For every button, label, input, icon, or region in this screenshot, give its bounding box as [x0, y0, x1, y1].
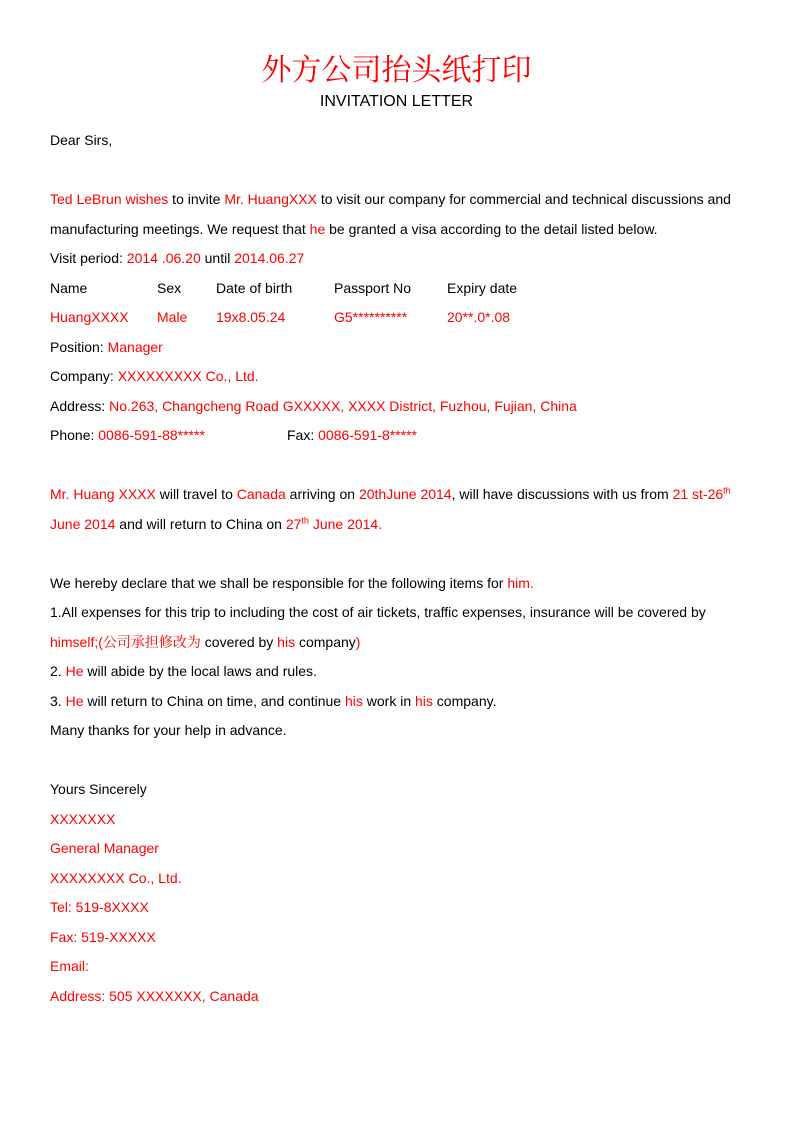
- text-run: Yours Sincerely: [50, 781, 147, 797]
- page-title: 外方公司抬头纸打印: [261, 53, 532, 88]
- text-run: Email:: [50, 958, 89, 974]
- column-cell: [216, 274, 334, 304]
- text-run: 20**.0*.08: [447, 309, 511, 325]
- expenses-line-1: [50, 598, 743, 628]
- text-run: company.: [432, 692, 497, 709]
- visit-period-line: [50, 244, 743, 274]
- text-run: Male: [157, 309, 188, 325]
- page-subtitle: INVITATION LETTER: [319, 93, 474, 110]
- text-run: will return to China on time, and continue: [83, 692, 345, 709]
- company-line: [50, 362, 743, 392]
- text-run: 0086-591-88*****: [98, 427, 205, 443]
- column-cell: [50, 303, 157, 333]
- phone-fax-line: [50, 421, 743, 451]
- blank-line: [50, 746, 743, 776]
- text-run: 3.: [50, 692, 66, 709]
- text-run: 2014 .06.20: [126, 250, 201, 266]
- travel-line-1: [50, 480, 743, 510]
- table-header-row: [50, 274, 743, 304]
- text-run: to visit our company for commercial and technical discussions and: [316, 191, 731, 207]
- declaration-line: [50, 569, 743, 599]
- salutation-line: [50, 126, 743, 156]
- blank-line: [50, 156, 743, 186]
- text-run: Mr. Huang XXXX: [50, 486, 156, 502]
- signature-company-line: [50, 864, 743, 894]
- text-run: Passport No: [334, 279, 412, 296]
- text-run: himself;(公司承担修改为: [50, 633, 201, 650]
- text-run: his: [415, 692, 433, 709]
- text-run: manufacturing meetings. We request that: [50, 220, 310, 237]
- text-run: No.263, Changcheng Road GXXXXX, XXXX District, Fuzhou, Fujian, China: [109, 397, 577, 414]
- rule-2-line: [50, 657, 743, 687]
- text-run: arriving on: [285, 486, 359, 502]
- text-run: 21 st-26: [672, 486, 724, 502]
- text-run: until: [200, 250, 235, 266]
- text-run: Sex: [157, 279, 182, 296]
- column-cell: [157, 303, 216, 333]
- rule-3-line: [50, 687, 743, 717]
- text-run: Many thanks for your help in advance.: [50, 722, 287, 738]
- text-run: Company:: [50, 368, 118, 384]
- column-cell: [50, 421, 287, 451]
- signature-name-line: [50, 805, 743, 835]
- text-run: , will have discussions with us from: [451, 486, 673, 502]
- column-cell: [334, 274, 447, 304]
- text-run: be granted a visa according to the detail listed below.: [325, 220, 658, 237]
- signature-title-line: [50, 834, 743, 864]
- fax-line: [50, 923, 743, 953]
- superscript-text: th: [301, 514, 309, 525]
- text-run: Name: [50, 279, 88, 296]
- text-run: his: [277, 633, 296, 650]
- closing-line: [50, 775, 743, 805]
- text-run: XXXXXXX: [50, 810, 116, 827]
- text-run: Manager: [107, 338, 163, 355]
- text-run: Canada: [236, 486, 286, 502]
- column-cell: [287, 421, 417, 451]
- text-run: June 2014: [50, 515, 116, 532]
- text-run: G5**********: [334, 309, 408, 325]
- text-run: company: [295, 633, 356, 650]
- blank-line: [50, 451, 743, 481]
- tel-line: [50, 893, 743, 923]
- blank-line: [50, 539, 743, 569]
- text-run: Fax: 519-XXXXX: [50, 928, 156, 945]
- text-run: XXXXXXXXX Co., Ltd.: [117, 368, 259, 384]
- text-run: 2.: [50, 663, 66, 679]
- text-run: Fax:: [287, 427, 319, 443]
- text-run: 27: [285, 515, 302, 532]
- text-run: June 2014.: [308, 515, 383, 532]
- text-run: ): [355, 633, 361, 650]
- text-run: Expiry date: [447, 279, 518, 296]
- travel-line-2: [50, 510, 743, 540]
- text-run: he: [309, 220, 326, 237]
- text-run: 20thJune 2014: [358, 486, 452, 502]
- text-run: Phone:: [50, 427, 99, 443]
- text-run: him.: [507, 574, 534, 591]
- superscript-text: th: [723, 485, 731, 496]
- text-run: 1.All expenses for this trip to including the cost of air tickets, traffic expenses, insurance will be covered by: [50, 604, 706, 620]
- intro-line-1: [50, 185, 743, 215]
- text-run: Date of birth: [216, 279, 293, 296]
- text-run: Address: 505 XXXXXXX, Canada: [50, 987, 259, 1004]
- text-run: 0086-591-8*****: [318, 427, 417, 443]
- letter-body: [50, 126, 743, 1011]
- column-cell: [157, 274, 216, 304]
- text-run: will abide by the local laws and rules.: [83, 663, 317, 679]
- text-run: his: [344, 692, 363, 709]
- column-cell: [216, 303, 334, 333]
- text-run: Position:: [50, 338, 108, 355]
- thanks-line: [50, 716, 743, 746]
- text-run: Tel: 519-8XXXX: [50, 899, 149, 915]
- column-cell: [50, 274, 157, 304]
- text-run: 19x8.05.24: [216, 309, 286, 325]
- text-run: HuangXXXX: [50, 309, 129, 325]
- text-run: covered by: [200, 633, 278, 650]
- text-run: Address:: [50, 397, 110, 414]
- position-line: [50, 333, 743, 363]
- text-run: XXXXXXXX Co., Ltd.: [50, 869, 182, 886]
- email-line: [50, 952, 743, 982]
- table-value-row: [50, 303, 743, 333]
- signature-address-line: [50, 982, 743, 1012]
- text-run: Mr. HuangXXX: [224, 191, 317, 207]
- column-cell: [447, 303, 510, 333]
- text-run: He: [65, 692, 84, 709]
- text-run: 2014.06.27: [234, 250, 305, 266]
- text-run: work in: [362, 692, 415, 709]
- intro-line-2: [50, 215, 743, 245]
- text-run: He: [65, 663, 84, 679]
- text-run: and will return to China on: [115, 515, 286, 532]
- text-run: Ted LeBrun wishes: [50, 191, 169, 207]
- text-run: General Manager: [50, 840, 159, 856]
- text-run: Visit period:: [50, 250, 127, 266]
- text-run: Dear Sirs,: [50, 132, 113, 148]
- address-line: [50, 392, 743, 422]
- text-run: will travel to: [155, 486, 237, 502]
- column-cell: [334, 303, 447, 333]
- text-run: We hereby declare that we shall be responsible for the following items for: [50, 574, 508, 591]
- column-cell: [447, 274, 517, 304]
- text-run: to invite: [168, 191, 225, 207]
- expenses-line-2: [50, 628, 743, 658]
